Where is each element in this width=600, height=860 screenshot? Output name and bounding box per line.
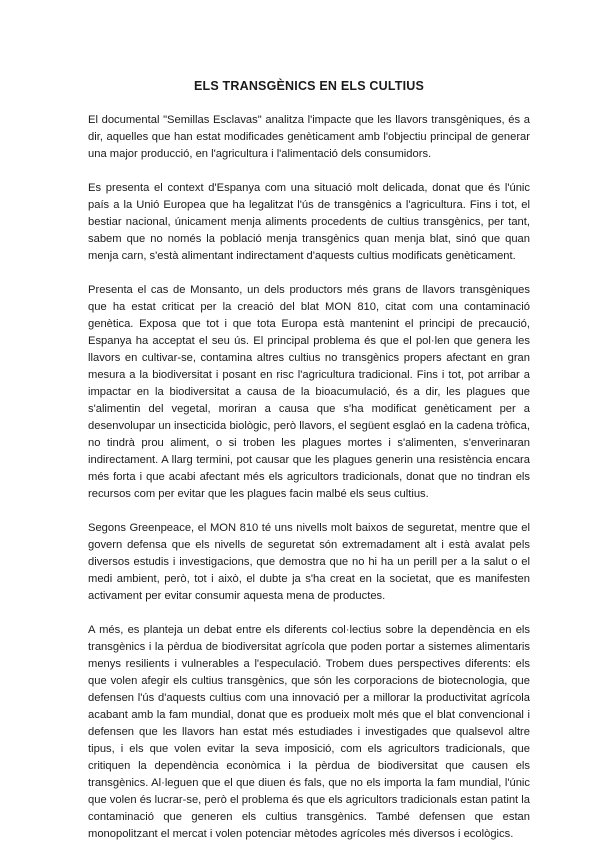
paragraph-debate: A més, es planteja un debat entre els diferents col·lectius sobre la dependència en els transgènics i la pèrdua de biodiversitat agrícola que poden portar a sistemes alimentaris menys resilients i vulnerables a l'especulació. Trobem dues perspectives diferents: els que volen afegir els cultius transgènics, que són les corporacions de biotecnologia, que defensen l'ús d'aquests cultius com una innovació per a millorar la productivitat agrícola acabant amb la fam mundial, donat que es produeix molt més que el blat convencional i defensen que les llavors han estat més estudiades i investigades que qualsevol altre tipus, i els que volen evitar la seva imposició, com els agricultors tradicionals, que critiquen la dependència econòmica i la pèrdua de biodiversitat que causen els transgènics. Al·leguen que el que diuen és fals, que no els importa la fam mundial, l'únic que volen és lucrar-se, però el problema és que els agricultors tradicionals estan patint la contaminació que generen els cultius transgènics. També defensen que estan monopolitzant el mercat i volen potenciar mètodes agrícoles més diversos i ecològics.	[88, 624, 530, 840]
document-page	[88, 78, 530, 860]
document-title: ELS TRANSGÈNICS EN ELS CULTIUS	[193, 79, 425, 93]
paragraph-monsanto: Presenta el cas de Monsanto, un dels productors més grans de llavors transgèniques que ha estat criticat per la creació del blat MON 810, citat com una contaminació genètica. Exposa que tot i que tota Europa està mantenint el principi de precaució, Espanya ha acceptat el seu ús. El principal problema és que el pol·len que genera les llavors en cultivar-se, contamina altres cultius no transgènics propers afectant en gran mesura a la biodiversitat i posant en risc l'agricultura tradicional. Fins i tot, pot arribar a impactar en la biodiversitat a causa de la bioacumulació, és a dir, les plagues que s'alimentin del vegetal, moriran a causa que s'ha modificat genèticament per a desenvolupar un insecticida biològic, però llavors, el següent esglaó en la cadena tròfica, no tindrà prou aliment, o si troben les plagues mortes i s'alimenten, s'enverinaran indirectament. A llarg termini, pot causar que les plagues generin una resistència encara més forta i que acabi afectant més els agricultors tradicionals, donat que no tindran els recursos com per evitar que les plagues facin malbé els seus cultius.	[88, 284, 530, 500]
paragraph-spain-context: Es presenta el context d'Espanya com una situació molt delicada, donat que és l'únic país a la Unió Europea que ha legalitzat l'ús de transgènics a l'agricultura. Fins i tot, el bestiar nacional, únicament menja aliments procedents de cultius transgènics, per tant, sabem que no només la població menja transgènics quan menja blat, sinó que quan menja carn, s'està alimentant indirectament d'aquests cultius modificats genèticament.	[88, 182, 530, 262]
paragraph-greenpeace: Segons Greenpeace, el MON 810 té uns nivells molt baixos de seguretat, mentre que el govern defensa que els nivells de seguretat són extremadament alt i està avalat pels diversos estudis i investigacions, que demostra que no hi ha un perill per a la salut o el medi ambient, però, tot i això, el dubte ja s'ha creat en la societat, que es manifesten activament per evitar consumir aquesta mena de productes.	[88, 522, 530, 602]
paragraph-intro: El documental "Semillas Esclavas" analitza l'impacte que les llavors transgèniques, és a dir, aquelles que han estat modificades genèticament amb l'objectiu principal de generar una major producció, en l'agricultura i l'alimentació dels consumidors.	[88, 114, 530, 160]
